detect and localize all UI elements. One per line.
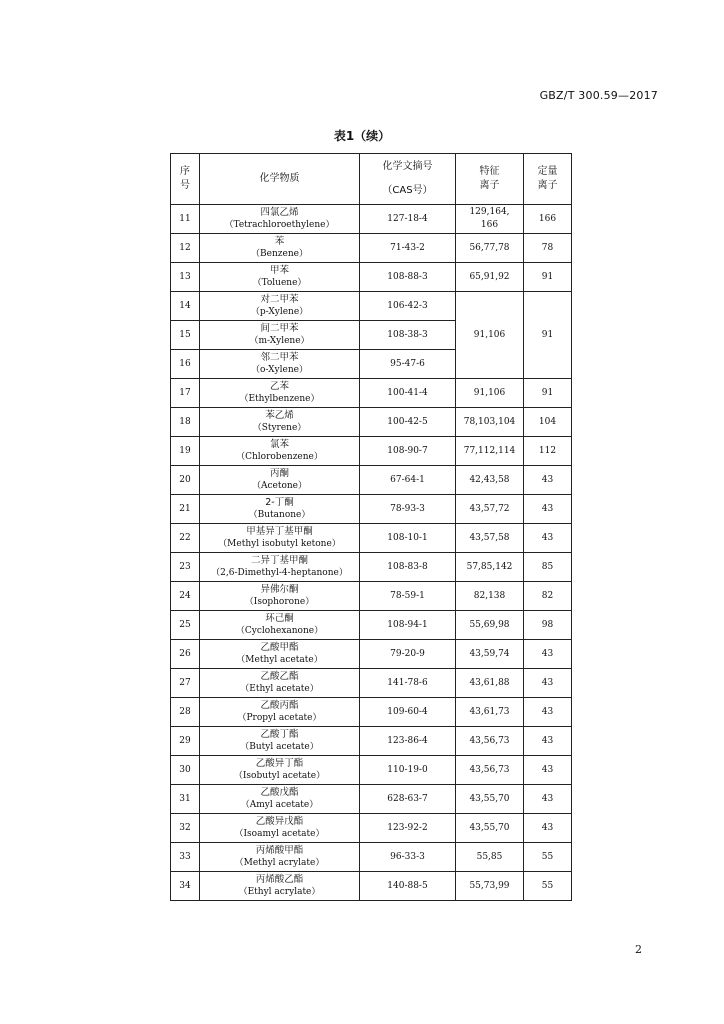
substance-name bbox=[200, 495, 360, 524]
substance-name bbox=[200, 669, 360, 698]
substance-name-en: （Butanone） bbox=[248, 510, 311, 520]
table-row bbox=[171, 698, 572, 727]
table-row bbox=[171, 553, 572, 582]
row-number: 28 bbox=[171, 698, 200, 727]
substance-name bbox=[200, 843, 360, 872]
characteristic-ions: 78,103,104 bbox=[456, 408, 524, 437]
characteristic-ions: 57,85,142 bbox=[456, 553, 524, 582]
substance-name bbox=[200, 611, 360, 640]
cas-number: 108-90-7 bbox=[360, 437, 456, 466]
row-number: 17 bbox=[171, 379, 200, 408]
quantitative-ion: 43 bbox=[524, 669, 572, 698]
substance-name-en: （Benzene） bbox=[251, 249, 308, 259]
cas-number: 108-38-3 bbox=[360, 321, 456, 350]
row-number: 25 bbox=[171, 611, 200, 640]
quantitative-ion: 43 bbox=[524, 785, 572, 814]
substance-name-zh: 二异丁基甲酮 bbox=[250, 555, 308, 566]
standard-code: GBZ/T 300.59—2017 bbox=[539, 89, 658, 102]
row-number: 32 bbox=[171, 814, 200, 843]
characteristic-ions: 55,85 bbox=[456, 843, 524, 872]
substance-name bbox=[200, 727, 360, 756]
cas-number: 100-42-5 bbox=[360, 408, 456, 437]
cas-number: 108-83-8 bbox=[360, 553, 456, 582]
substance-name bbox=[200, 698, 360, 727]
substance-name bbox=[200, 466, 360, 495]
substance-name-en: （Acetone） bbox=[251, 481, 308, 491]
quantitative-ion: 98 bbox=[524, 611, 572, 640]
cas-number: 108-10-1 bbox=[360, 524, 456, 553]
characteristic-ions: 43,57,58 bbox=[456, 524, 524, 553]
cas-number: 123-86-4 bbox=[360, 727, 456, 756]
substance-name-en: （2,6-Dimethyl-4-heptanone） bbox=[211, 568, 348, 578]
header-cas-line1: 化学文摘号 bbox=[382, 161, 433, 172]
substance-name-zh: 乙酸丙酯 bbox=[260, 700, 299, 711]
substance-name bbox=[200, 379, 360, 408]
table-row bbox=[171, 872, 572, 901]
substance-name-zh: 对二甲苯 bbox=[260, 294, 299, 305]
characteristic-ions: 42,43,58 bbox=[456, 466, 524, 495]
header-cas-line2: （CAS号） bbox=[382, 185, 433, 196]
substance-name-zh: 丙酮 bbox=[269, 468, 289, 479]
substance-name-en: （m-Xylene） bbox=[249, 336, 310, 346]
substance-name-en: （Isobutyl acetate） bbox=[233, 771, 326, 781]
quantitative-ion: 43 bbox=[524, 756, 572, 785]
characteristic-ions: 56,77,78 bbox=[456, 234, 524, 263]
row-number: 20 bbox=[171, 466, 200, 495]
table-row bbox=[171, 611, 572, 640]
quantitative-ion: 85 bbox=[524, 553, 572, 582]
header-characteristic-ions: 特征 离子 bbox=[456, 154, 524, 205]
substance-name bbox=[200, 437, 360, 466]
characteristic-ions: 43,56,73 bbox=[456, 756, 524, 785]
characteristic-ions: 43,61,88 bbox=[456, 669, 524, 698]
substance-name-zh: 2-丁酮 bbox=[265, 497, 294, 508]
substance-name-zh: 环己酮 bbox=[265, 613, 294, 624]
row-number: 13 bbox=[171, 263, 200, 292]
table-row bbox=[171, 263, 572, 292]
substance-name-zh: 乙酸丁酯 bbox=[260, 729, 299, 740]
quantitative-ion: 82 bbox=[524, 582, 572, 611]
substance-name bbox=[200, 553, 360, 582]
table-row bbox=[171, 292, 572, 321]
characteristic-ions: 129,164, 166 bbox=[456, 205, 524, 234]
quantitative-ion: 104 bbox=[524, 408, 572, 437]
substance-name bbox=[200, 350, 360, 379]
substance-name-en: （Isophorone） bbox=[244, 597, 315, 607]
table-row bbox=[171, 408, 572, 437]
quantitative-ion: 91 bbox=[524, 292, 572, 379]
quantitative-ion: 91 bbox=[524, 379, 572, 408]
substance-name-zh: 邻二甲苯 bbox=[260, 352, 299, 363]
substance-name-zh: 甲基异丁基甲酮 bbox=[246, 526, 313, 537]
substance-name-en: （p-Xylene） bbox=[250, 307, 309, 317]
substance-name bbox=[200, 292, 360, 321]
characteristic-ions: 55,69,98 bbox=[456, 611, 524, 640]
characteristic-ions: 82,138 bbox=[456, 582, 524, 611]
characteristic-ions: 91,106 bbox=[456, 292, 524, 379]
row-number: 26 bbox=[171, 640, 200, 669]
header-substance: 化学物质 bbox=[200, 154, 360, 205]
substance-name-zh: 四氯乙烯 bbox=[260, 207, 299, 218]
row-number: 33 bbox=[171, 843, 200, 872]
quantitative-ion: 43 bbox=[524, 727, 572, 756]
table-row bbox=[171, 669, 572, 698]
cas-number: 140-88-5 bbox=[360, 872, 456, 901]
substance-name-en: （Propyl acetate） bbox=[237, 713, 322, 723]
table-title: 表1（续） bbox=[333, 129, 391, 143]
substance-name-en: （Chlorobenzene） bbox=[236, 452, 323, 462]
quantitative-ion: 78 bbox=[524, 234, 572, 263]
substance-name-en: （Butyl acetate） bbox=[240, 742, 319, 752]
characteristic-ions: 43,57,72 bbox=[456, 495, 524, 524]
substance-name bbox=[200, 640, 360, 669]
substance-name bbox=[200, 263, 360, 292]
quantitative-ion: 55 bbox=[524, 843, 572, 872]
table-row bbox=[171, 582, 572, 611]
substance-name bbox=[200, 234, 360, 263]
characteristic-ions: 91,106 bbox=[456, 379, 524, 408]
cas-number: 71-43-2 bbox=[360, 234, 456, 263]
substance-name bbox=[200, 205, 360, 234]
row-number: 16 bbox=[171, 350, 200, 379]
table-body bbox=[171, 205, 572, 901]
table-row bbox=[171, 814, 572, 843]
row-number: 21 bbox=[171, 495, 200, 524]
characteristic-ions: 43,55,70 bbox=[456, 814, 524, 843]
row-number: 11 bbox=[171, 205, 200, 234]
substance-name-en: （Styrene） bbox=[252, 423, 307, 433]
characteristic-ions: 55,73,99 bbox=[456, 872, 524, 901]
substance-name-zh: 间二甲苯 bbox=[260, 323, 299, 334]
row-number: 23 bbox=[171, 553, 200, 582]
substance-name-en: （Methyl acetate） bbox=[236, 655, 323, 665]
substance-name-en: （Cyclohexanone） bbox=[235, 626, 324, 636]
table-row bbox=[171, 495, 572, 524]
substance-name-zh: 异佛尔酮 bbox=[260, 584, 299, 595]
substance-name-en: （Methyl acrylate） bbox=[234, 858, 325, 868]
quantitative-ion: 43 bbox=[524, 640, 572, 669]
table-row bbox=[171, 524, 572, 553]
substance-name-zh: 甲苯 bbox=[269, 265, 289, 276]
quantitative-ion: 43 bbox=[524, 524, 572, 553]
substance-name-zh: 苯乙烯 bbox=[265, 410, 294, 421]
substance-name bbox=[200, 408, 360, 437]
row-number: 12 bbox=[171, 234, 200, 263]
row-number: 27 bbox=[171, 669, 200, 698]
cas-number: 123-92-2 bbox=[360, 814, 456, 843]
row-number: 14 bbox=[171, 292, 200, 321]
cas-number: 109-60-4 bbox=[360, 698, 456, 727]
substance-name-en: （Tetrachloroethylene） bbox=[224, 220, 335, 230]
characteristic-ions: 43,55,70 bbox=[456, 785, 524, 814]
table-row bbox=[171, 234, 572, 263]
table-header-row bbox=[171, 154, 572, 205]
quantitative-ion: 91 bbox=[524, 263, 572, 292]
row-number: 31 bbox=[171, 785, 200, 814]
table-row bbox=[171, 756, 572, 785]
table-row bbox=[171, 843, 572, 872]
substance-name-en: （Toluene） bbox=[252, 278, 307, 288]
cas-number: 67-64-1 bbox=[360, 466, 456, 495]
substance-name-zh: 乙苯 bbox=[269, 381, 289, 392]
substance-name bbox=[200, 524, 360, 553]
cas-number: 110-19-0 bbox=[360, 756, 456, 785]
cas-number: 78-59-1 bbox=[360, 582, 456, 611]
row-number: 34 bbox=[171, 872, 200, 901]
substance-name bbox=[200, 872, 360, 901]
cas-number: 108-88-3 bbox=[360, 263, 456, 292]
substance-name-zh: 丙烯酸甲酯 bbox=[255, 845, 304, 856]
row-number: 30 bbox=[171, 756, 200, 785]
cas-number: 78-93-3 bbox=[360, 495, 456, 524]
substance-name-en: （Ethyl acetate） bbox=[240, 684, 319, 694]
quantitative-ion: 43 bbox=[524, 814, 572, 843]
substance-name-zh: 乙酸乙酯 bbox=[260, 671, 299, 682]
row-number: 22 bbox=[171, 524, 200, 553]
substance-name-zh: 乙酸甲酯 bbox=[260, 642, 299, 653]
quantitative-ion: 166 bbox=[524, 205, 572, 234]
substance-name bbox=[200, 582, 360, 611]
substance-table bbox=[170, 153, 572, 901]
table-row bbox=[171, 466, 572, 495]
substance-name-en: （Isoamyl acetate） bbox=[234, 829, 325, 839]
quantitative-ion: 55 bbox=[524, 872, 572, 901]
substance-name bbox=[200, 814, 360, 843]
cas-number: 96-33-3 bbox=[360, 843, 456, 872]
substance-name bbox=[200, 321, 360, 350]
characteristic-ions: 43,56,73 bbox=[456, 727, 524, 756]
quantitative-ion: 43 bbox=[524, 466, 572, 495]
page-number: 2 bbox=[635, 943, 642, 956]
substance-name-en: （Ethylbenzene） bbox=[239, 394, 320, 404]
characteristic-ions: 77,112,114 bbox=[456, 437, 524, 466]
cas-number: 100-41-4 bbox=[360, 379, 456, 408]
substance-name-zh: 丙烯酸乙酯 bbox=[255, 874, 304, 885]
substance-name-zh: 乙酸异戊酯 bbox=[255, 816, 304, 827]
quantitative-ion: 112 bbox=[524, 437, 572, 466]
substance-name bbox=[200, 785, 360, 814]
table-row bbox=[171, 437, 572, 466]
table-row bbox=[171, 785, 572, 814]
substance-name-en: （o-Xylene） bbox=[251, 365, 308, 375]
substance-name bbox=[200, 756, 360, 785]
substance-name-zh: 乙酸戊酯 bbox=[260, 787, 299, 798]
cas-number: 141-78-6 bbox=[360, 669, 456, 698]
quantitative-ion: 43 bbox=[524, 495, 572, 524]
header-quantitative-ion: 定量 离子 bbox=[524, 154, 572, 205]
substance-name-en: （Ethyl acrylate） bbox=[238, 887, 321, 897]
substance-name-zh: 氯苯 bbox=[269, 439, 289, 450]
table-row bbox=[171, 727, 572, 756]
substance-name-en: （Methyl isobutyl ketone） bbox=[218, 539, 341, 549]
header-no: 序 号 bbox=[171, 154, 200, 205]
cas-number: 79-20-9 bbox=[360, 640, 456, 669]
row-number: 19 bbox=[171, 437, 200, 466]
row-number: 15 bbox=[171, 321, 200, 350]
row-number: 18 bbox=[171, 408, 200, 437]
cas-number: 628-63-7 bbox=[360, 785, 456, 814]
table-row bbox=[171, 640, 572, 669]
characteristic-ions: 65,91,92 bbox=[456, 263, 524, 292]
characteristic-ions: 43,61,73 bbox=[456, 698, 524, 727]
cas-number: 95-47-6 bbox=[360, 350, 456, 379]
cas-number: 127-18-4 bbox=[360, 205, 456, 234]
table-row bbox=[171, 379, 572, 408]
row-number: 24 bbox=[171, 582, 200, 611]
characteristic-ions: 43,59,74 bbox=[456, 640, 524, 669]
table-row bbox=[171, 205, 572, 234]
header-cas bbox=[360, 154, 456, 205]
substance-name-zh: 乙酸异丁酯 bbox=[255, 758, 304, 769]
substance-name-en: （Amyl acetate） bbox=[240, 800, 319, 810]
cas-number: 106-42-3 bbox=[360, 292, 456, 321]
quantitative-ion: 43 bbox=[524, 698, 572, 727]
row-number: 29 bbox=[171, 727, 200, 756]
substance-name-zh: 苯 bbox=[274, 236, 285, 247]
cas-number: 108-94-1 bbox=[360, 611, 456, 640]
